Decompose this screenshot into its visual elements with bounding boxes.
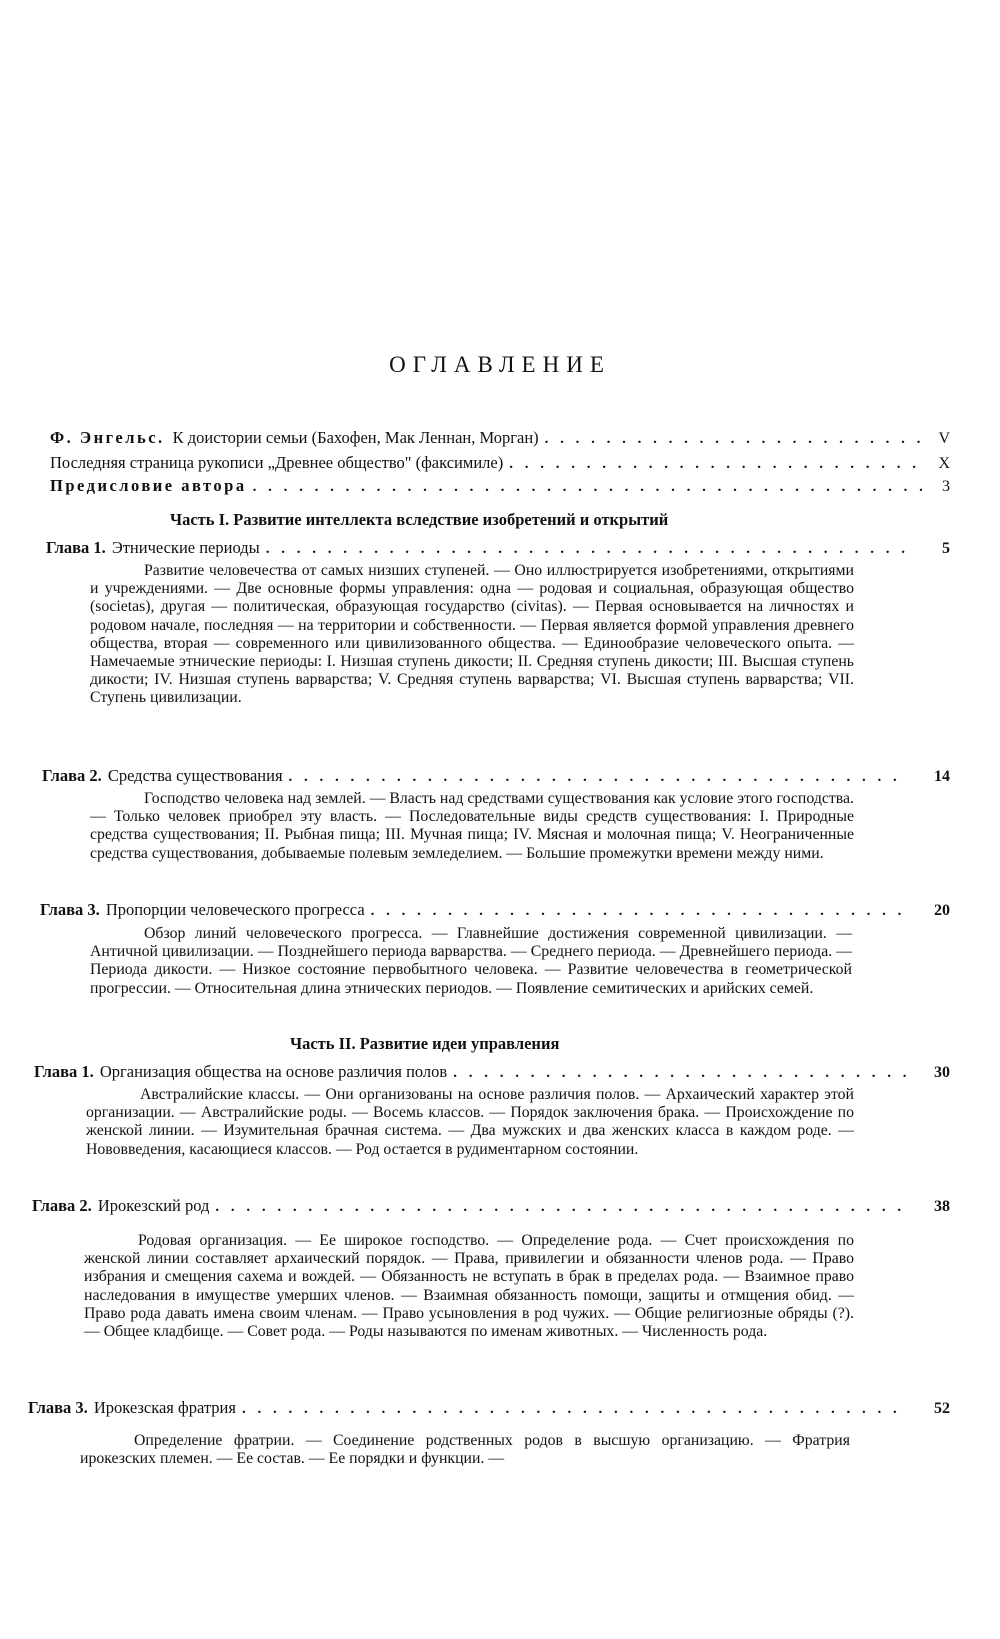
chapter-title: Этнические периоды bbox=[111, 538, 260, 557]
dot-leader bbox=[253, 479, 922, 496]
chapter-title: Средства существования bbox=[107, 766, 283, 785]
chapter-summary: Развитие человечества от самых низших ступеней. — Оно иллюстрируется изобретениями, открытиями и учреждениями. — Две основные формы управления: одна — родовая и социальная, образующая общество (societas), другая — политическая, образующая государство (civitas). — Первая основывается на личностях и родовом начале, последняя — на территории и собственности. — Первая является формой управления древнего общества, вторая — современного или цивилизованного общества. — Единообразие человеческого опыта. — Намечаемые этнические периоды: I. Низшая ступень дикости; II. Средняя ступень дикости; III. Высшая ступень дикости; IV. Низшая ступень варварства; V. Средняя ступень варварства; VI. Высшая ступень варварства; VII. Ступень цивилизации. bbox=[90, 562, 854, 707]
part-heading: Часть I. Развитие интеллекта вследствие изобретений и открытий bbox=[170, 510, 669, 529]
toc-entry-engels bbox=[50, 428, 950, 448]
dot-leader bbox=[215, 1199, 908, 1216]
chapter-summary: Австралийские классы. — Они организованы на основе различия полов. — Архаический характер этой организации. — Австралийские роды. — Восемь классов. — Порядок заключения брака. — Происхождение по женской линии. — Изумительная брачная система. — Два мужских и два женских класса в каждом роде. — Нововведения, касающиеся классов. — Род остается в рудиментарном состоянии. bbox=[86, 1086, 854, 1158]
chapter-label: Глава 3. bbox=[40, 900, 100, 919]
entry-author: Ф. Энгельс. bbox=[50, 428, 165, 447]
chapter-title: Ирокезская фратрия bbox=[93, 1398, 236, 1417]
part-heading: Часть II. Развитие идеи управления bbox=[290, 1034, 560, 1053]
chapter-title: Организация общества на основе различия полов bbox=[99, 1062, 448, 1081]
dot-leader bbox=[371, 903, 908, 920]
toc-entry-facsimile bbox=[50, 453, 950, 473]
chapter-page: 5 bbox=[942, 540, 950, 557]
chapter-entry bbox=[28, 1398, 950, 1418]
page-title: ОГЛАВЛЕНИЕ bbox=[389, 352, 611, 377]
chapter-entry bbox=[46, 538, 950, 558]
chapter-entry bbox=[34, 1062, 950, 1082]
chapter-page: 38 bbox=[934, 1198, 950, 1215]
entry-page: 3 bbox=[942, 478, 950, 495]
chapter-page: 52 bbox=[934, 1400, 950, 1417]
chapter-label: Глава 3. bbox=[28, 1398, 88, 1417]
chapter-summary: Родовая организация. — Ее широкое господство. — Определение рода. — Счет происхождения по женской линии составляет архаический порядок. — Права, привилегии и обязанности членов рода. — Право избрания и смещения сахема и вождей. — Обязанность не вступать в брак в пределах рода. — Взаимное право наследования в имуществе умерших членов. — Взаимная обязанность помощи, защиты и отмщения обид. — Право рода давать имена своим членам. — Право усыновления в род чужих. — Общие религиозные обряды (?). — Общее кладбище. — Совет рода. — Роды называются по именам животных. — Численность рода. bbox=[84, 1232, 854, 1341]
chapter-title: Ирокезский род bbox=[97, 1196, 210, 1215]
entry-page: X bbox=[938, 455, 950, 472]
chapter-page: 30 bbox=[934, 1064, 950, 1081]
chapter-summary: Обзор линий человеческого прогресса. — Главнейшие достижения современной цивилизации. — Античной цивилизации. — Позднейшего периода варварства. — Среднего периода. — Древнейшего периода. — Периода дикости. — Низкое состояние первобытного человека. — Развитие человечества в геометрической прогрессии. — Относительная длина этнических периодов. — Появление семитических и арийских семей. bbox=[90, 925, 852, 997]
dot-leader bbox=[453, 1065, 908, 1082]
chapter-page: 14 bbox=[934, 768, 950, 785]
entry-title: Последняя страница рукописи „Древнее общество" (факсимиле) bbox=[50, 453, 504, 472]
chapter-entry bbox=[42, 766, 950, 786]
chapter-entry bbox=[40, 900, 950, 920]
chapter-label: Глава 1. bbox=[46, 538, 106, 557]
dot-leader bbox=[242, 1401, 908, 1418]
dot-leader bbox=[266, 541, 908, 558]
entry-title: К доистории семьи (Бахофен, Мак Леннан, Морган) bbox=[172, 428, 539, 447]
dot-leader bbox=[289, 769, 908, 786]
dot-leader bbox=[545, 431, 922, 448]
chapter-label: Глава 2. bbox=[42, 766, 102, 785]
chapter-entry bbox=[32, 1196, 950, 1216]
chapter-label: Глава 1. bbox=[34, 1062, 94, 1081]
chapter-title: Пропорции человеческого прогресса bbox=[105, 900, 365, 919]
chapter-page: 20 bbox=[934, 902, 950, 919]
chapter-label: Глава 2. bbox=[32, 1196, 92, 1215]
chapter-summary: Определение фратрии. — Соединение родственных родов в высшую организацию. — Фратрия ирокезских племен. — Ее состав. — Ее порядки и функции. — bbox=[80, 1432, 850, 1468]
dot-leader bbox=[509, 456, 922, 473]
entry-title: Предисловие автора bbox=[50, 476, 247, 495]
entry-page: V bbox=[938, 430, 950, 447]
chapter-summary: Господство человека над землей. — Власть над средствами существования как условие этого господства. — Только человек приобрел эту власть. — Последовательные виды средств существования: I. Природные средства существования; II. Рыбная пища; III. Мучная пища; IV. Мясная и молочная пища; V. Неограниченные средства существования, добываемые полевым земледелием. — Большие промежутки времени между ними. bbox=[90, 790, 854, 862]
toc-entry-preface bbox=[50, 476, 950, 496]
